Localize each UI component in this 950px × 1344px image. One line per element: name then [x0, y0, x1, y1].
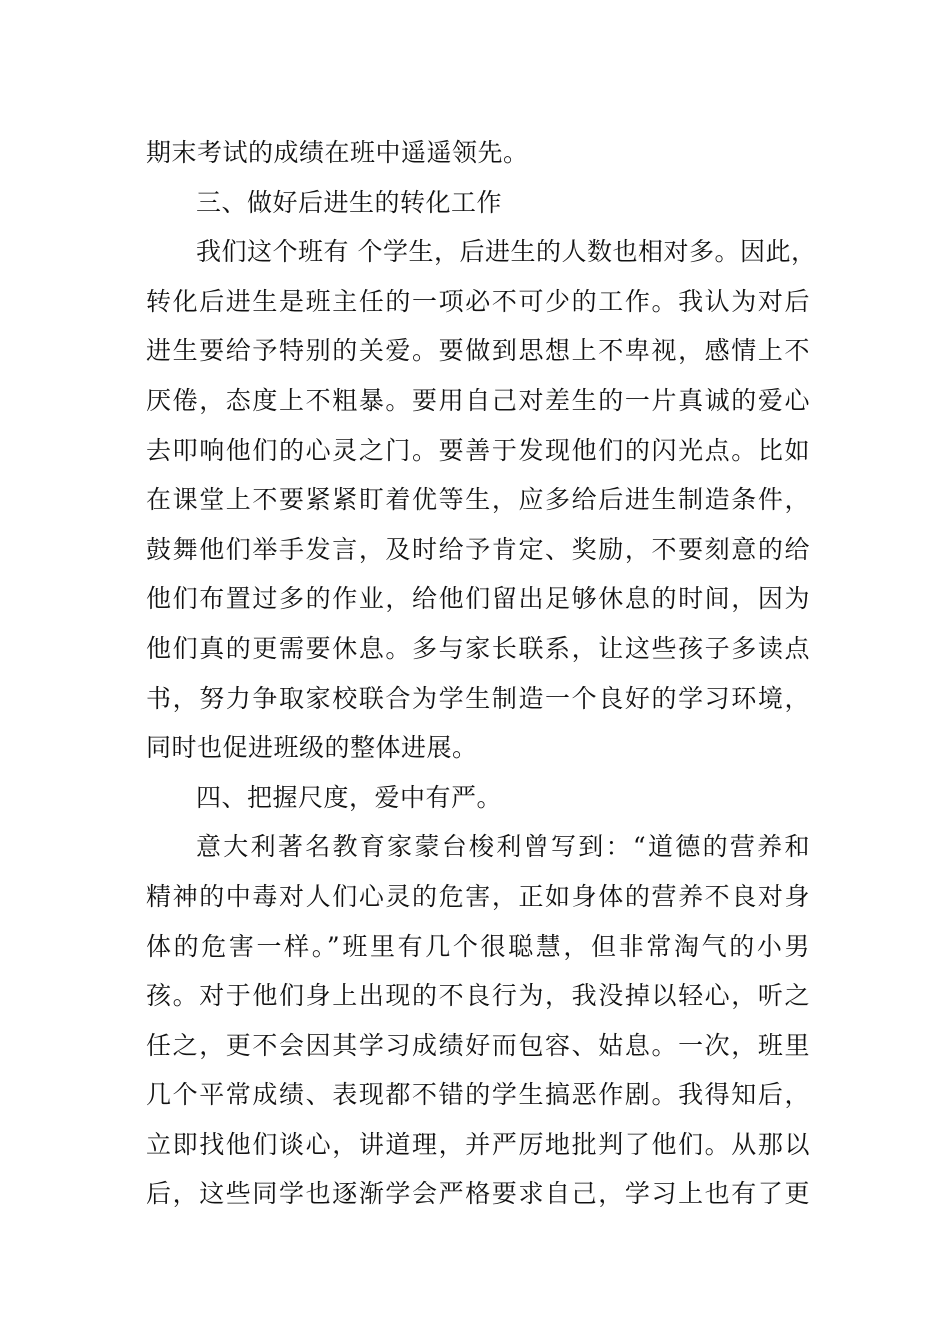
paragraph-line: 孩。对于他们身上出现的不良行为，我没掉以轻心，听之: [146, 981, 810, 1011]
paragraph-line: 在课堂上不要紧紧盯着优等生，应多给后进生制造条件，: [146, 485, 810, 515]
paragraph-line: 体的危害一样。”班里有几个很聪慧，但非常淘气的小男: [146, 931, 810, 961]
paragraph-line: 意大利著名教育家蒙台梭利曾写到：“道德的营养和: [196, 832, 810, 862]
paragraph-line: 立即找他们谈心，讲道理，并严厉地批判了他们。从那以: [146, 1129, 810, 1159]
paragraph-line: 去叩响他们的心灵之门。要善于发现他们的闪光点。比如: [146, 435, 810, 465]
section-heading: 四、把握尺度，爱中有严。: [196, 782, 503, 812]
paragraph-line: 他们真的更需要休息。多与家长联系，让这些孩子多读点: [146, 633, 810, 663]
paragraph-line: 转化后进生是班主任的一项必不可少的工作。我认为对后: [146, 286, 810, 316]
paragraph-line: 书，努力争取家校联合为学生制造一个良好的学习环境，: [146, 683, 810, 713]
paragraph-line: 进生要给予特别的关爱。要做到思想上不卑视，感情上不: [146, 336, 810, 366]
paragraph-line: 我们这个班有 个学生，后进生的人数也相对多。因此，: [196, 237, 817, 267]
document-body: [146, 128, 817, 1219]
paragraph-line: 后，这些同学也逐渐学会严格要求自己，学习上也有了更: [146, 1179, 810, 1209]
paragraph-line: 期末考试的成绩在班中遥遥领先。: [146, 138, 529, 167]
paragraph-line: 厌倦，态度上不粗暴。要用自己对差生的一片真诚的爱心: [146, 385, 810, 415]
paragraph-line: 同时也促进班级的整体进展。: [146, 733, 478, 763]
paragraph-line: 任之，更不会因其学习成绩好而包容、姑息。一次，班里: [146, 1030, 810, 1060]
paragraph-line: 鼓舞他们举手发言，及时给予肯定、奖励，不要刻意的给: [146, 534, 810, 564]
paragraph-line: 他们布置过多的作业，给他们留出足够休息的时间，因为: [146, 584, 810, 614]
section-heading: 三、做好后进生的转化工作: [196, 187, 503, 217]
paragraph-line: 精神的中毒对人们心灵的危害，正如身体的营养不良对身: [146, 881, 810, 911]
paragraph-line: 几个平常成绩、表现都不错的学生搞恶作剧。我得知后，: [146, 1080, 810, 1110]
